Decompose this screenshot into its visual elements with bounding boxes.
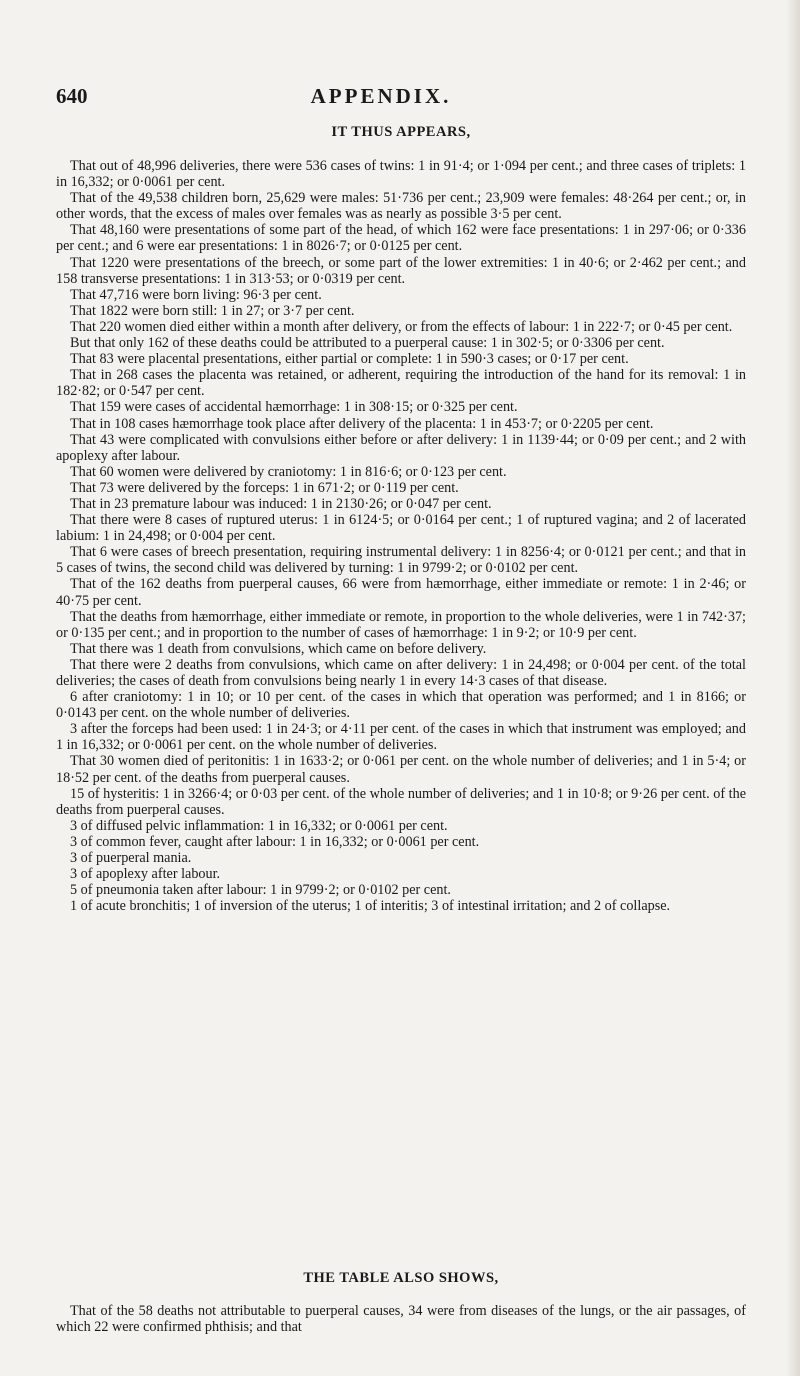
paragraph-non-puerperal-deaths: That of the 58 deaths not attributable to puerperal causes, 34 were from diseases of the lungs, or the air passages, of which 22 were confirmed phthisis; and that xyxy=(56,1303,746,1336)
paragraph-haemorrhage-proportion: That the deaths from hæmorrhage, either immediate or remote, in proportion to the whole deliveries, were 1 in 742·37; or 0·135 per cent.; and in proportion to the number of cases of hæmorrhage: 1 in 9·2; or 10·9 per cent. xyxy=(56,608,746,641)
paragraph-convulsion-deaths-after: That there were 2 deaths from convulsions, which came on after delivery: 1 in 24,498; or 0·004 per cent. of the total deliveries; the cases of death from convulsions being nearly 1 in every 14·3 cases of that disease. xyxy=(56,656,746,689)
table-findings xyxy=(56,1303,746,1335)
paragraph-convulsion-death-before: That there was 1 death from convulsions, which came on before delivery. xyxy=(70,640,487,657)
paragraph-hysteritis: 15 of hysteritis: 1 in 3266·4; or 0·03 per cent. of the whole number of deliveries; and 1 in 10·8; or 9·26 per cent. of the deaths from puerperal causes. xyxy=(56,785,746,818)
paragraph-born-still: That 1822 were born still: 1 in 27; or 3·7 per cent. xyxy=(70,302,355,319)
paragraph-placental-presentations: That 83 were placental presentations, either partial or complete: 1 in 590·3 cases; or 0·17 per cent. xyxy=(70,351,629,368)
section-heading-it-thus-appears: IT THUS APPEARS, xyxy=(331,124,471,140)
paragraph-males-females: That of the 49,538 children born, 25,629 were males: 51·736 per cent.; 23,909 were females: 48·264 per cent.; or, in other words, that the excess of males over females was as nearly as possible 3·5 per cent. xyxy=(56,190,746,223)
paragraph-deaths-after-craniotomy: 6 after craniotomy: 1 in 10; or 10 per cent. of the cases in which that operation was performed; and 1 in 8166; or 0·0143 per cent. on the whole number of deliveries. xyxy=(56,689,746,722)
paragraph-head-presentations: That 48,160 were presentations of some part of the head, of which 162 were face presentations: 1 in 297·06; or 0·336 per cent.; and 6 were ear presentations: 1 in 8026·7; or 0·0125 per cent. xyxy=(56,222,746,255)
paragraph-puerperal-deaths: But that only 162 of these deaths could be attributed to a puerperal cause: 1 in 302·5; or 0·3306 per cent. xyxy=(70,335,665,352)
page-number: 640 xyxy=(56,84,88,108)
paragraph-puerperal-mania: 3 of puerperal mania. xyxy=(70,850,192,867)
paragraph-premature-labour: That in 23 premature labour was induced: 1 in 2130·26; or 0·047 per cent. xyxy=(70,495,492,512)
paragraph-common-fever: 3 of common fever, caught after labour: 1 in 16,332; or 0·0061 per cent. xyxy=(70,833,480,850)
paragraph-placenta-retained: That in 268 cases the placenta was retained, or adherent, requiring the introduction of the hand for its removal: 1 in 182·82; or 0·547 per cent. xyxy=(56,367,746,400)
paragraph-convulsions: That 43 were complicated with convulsions either before or after delivery: 1 in 1139·44; or 0·09 per cent.; and 2 with apoplexy after labour. xyxy=(56,431,746,464)
paragraph-women-died: That 220 women died either within a month after delivery, or from the effects of labour: 1 in 222·7; or 0·45 per cent. xyxy=(70,318,733,335)
running-title: APPENDIX. xyxy=(310,84,452,108)
page-edge-shadow xyxy=(786,0,800,1376)
paragraph-ruptured-uterus: That there were 8 cases of ruptured uterus: 1 in 6124·5; or 0·0164 per cent.; 1 of ruptured vagina; and 2 of lacerated labium: 1 in 24,498; or 0·004 per cent. xyxy=(56,512,746,545)
paragraph-forceps: That 73 were delivered by the forceps: 1 in 671·2; or 0·119 per cent. xyxy=(70,479,459,496)
paragraph-breech-instrumental: That 6 were cases of breech presentation, requiring instrumental delivery: 1 in 8256·4; or 0·0121 per cent.; and that in 5 cases of twins, the second child was delivered by turning: 1 in 9799·2; or 0·0102 per cent. xyxy=(56,544,746,577)
paragraph-pelvic-inflammation: 3 of diffused pelvic inflammation: 1 in 16,332; or 0·0061 per cent. xyxy=(70,817,448,834)
section-heading-table-also-shows: THE TABLE ALSO SHOWS, xyxy=(303,1270,499,1286)
paragraph-deaths-after-forceps: 3 after the forceps had been used: 1 in 24·3; or 4·11 per cent. of the cases in which that instrument was employed; and 1 in 16,332; or 0·0061 per cent. on the whole number of deliveries. xyxy=(56,721,746,754)
running-head xyxy=(56,84,706,114)
paragraph-pneumonia: 5 of pneumonia taken after labour: 1 in 9799·2; or 0·0102 per cent. xyxy=(70,882,451,899)
findings-list xyxy=(56,158,746,914)
paragraph-accidental-haemorrhage: That 159 were cases of accidental hæmorrhage: 1 in 308·15; or 0·325 per cent. xyxy=(70,399,518,416)
paragraph-other-causes: 1 of acute bronchitis; 1 of inversion of the uterus; 1 of interitis; 3 of intestinal irritation; and 2 of collapse. xyxy=(70,898,671,915)
paragraph-peritonitis: That 30 women died of peritonitis: 1 in 1633·2; or 0·061 per cent. on the whole number of deliveries; and 1 in 5·4; or 18·52 per cent. of the deaths from puerperal causes. xyxy=(56,753,746,786)
paragraph-haemorrhage-deaths: That of the 162 deaths from puerperal causes, 66 were from hæmorrhage, either immediate or remote: 1 in 2·46; or 40·75 per cent. xyxy=(56,576,746,609)
paragraph-craniotomy: That 60 women were delivered by craniotomy: 1 in 816·6; or 0·123 per cent. xyxy=(70,463,507,480)
paragraph-born-living: That 47,716 were born living: 96·3 per cent. xyxy=(70,286,322,303)
paragraph-apoplexy: 3 of apoplexy after labour. xyxy=(70,866,221,883)
paragraph-post-delivery-haemorrhage: That in 108 cases hæmorrhage took place after delivery of the placenta: 1 in 453·7; or 0·2205 per cent. xyxy=(70,415,654,432)
paragraph-twins: That out of 48,996 deliveries, there were 536 cases of twins: 1 in 91·4; or 1·094 per cent.; and three cases of triplets: 1 in 16,332; or 0·0061 per cent. xyxy=(56,158,746,191)
paragraph-breech-presentations: That 1220 were presentations of the breech, or some part of the lower extremities: 1 in 40·6; or 2·462 per cent.; and 158 transverse presentations: 1 in 313·53; or 0·0319 per cent. xyxy=(56,254,746,287)
